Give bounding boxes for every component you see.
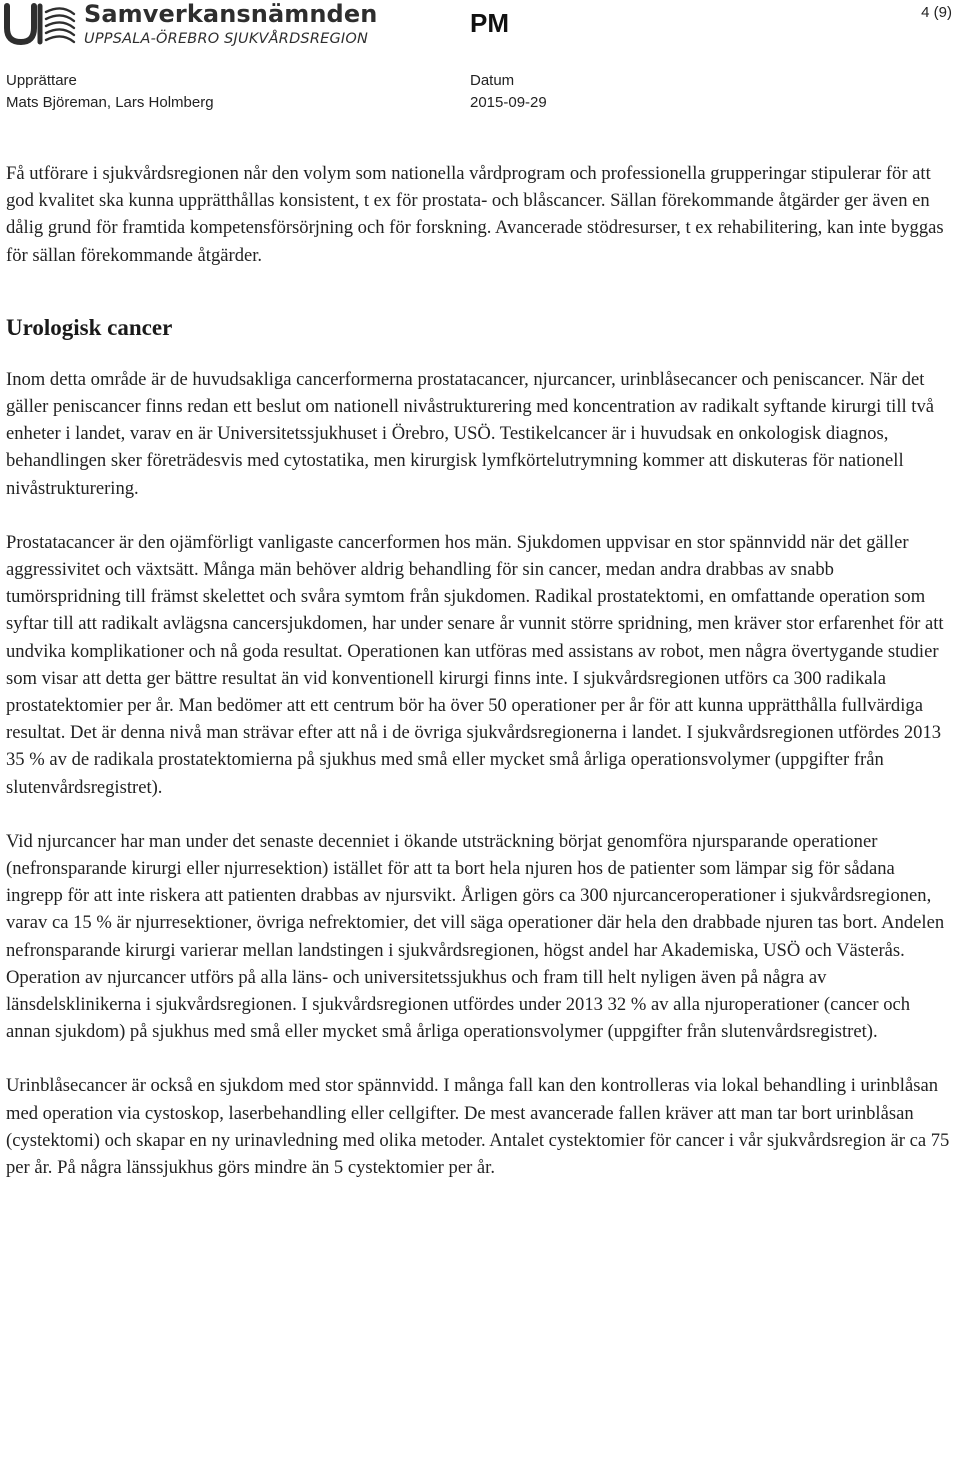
intro-paragraph: Få utförare i sjukvårdsregionen når den volym som nationella vårdprogram och professionella grupperingar stipulerar för att god kvalitet ska kunna upprätthållas konsistent, t ex för prostata- och blåscancer. Sällan förekommande åtgärder ger även en dålig grund för framtida kompetensförsörjning och för forskning. Avancerade stödresurser, t ex rehabilitering, kan inte byggas för sällan förekommande åtgärder. (6, 163, 944, 266)
section-heading: Urologisk cancer (6, 314, 173, 340)
date-label: Datum (470, 72, 515, 89)
page-header (0, 0, 960, 115)
organization-subtitle: UPPSALA-ÖREBRO SJUKVÅRDSREGION (84, 31, 369, 47)
body-paragraph: Vid njurcancer har man under det senaste decenniet i ökande utsträckning börjat genomföra njursparande operationer (nefronsparande kirurgi eller njurresektion) istället för att ta bort hela njuren hos de patienter som lämpar sig för sådana ingrepp för att inte riskera att patienten drabbas av njursvikt. Årligen görs ca 300 njurcanceroperationer i sjukvårdsregionen, varav ca 15 % är njurresektioner, övriga nefrektomier, det vill säga operationer där hela den drabbade njuren tas bort. Andelen nefronsparande kirurgi varierar mellan landstingen i sjukvårdsregionen, högst andel har Akademiska, USÖ och Västerås. Operation av njurcancer utförs på alla läns- och universitetssjukhus och fram till helt nyligen även på några av länsdelsklinikerna i sjukvårdsregionen. I sjukvårdsregionen utfördes under 2013 32 % av alla njuroperationer (cancer och annan sjukdom) på sjukhus med små eller mycket små årliga operationsvolymer (uppgifter från slutenvårdsregistret). (6, 830, 945, 1043)
document-type: PM (470, 8, 509, 38)
author-label: Upprättare (6, 72, 77, 89)
organization-name: Samverkansnämnden (84, 0, 378, 28)
samverkansnamnden-logo-icon (4, 2, 78, 46)
page-number: 4 (9) (921, 4, 952, 21)
document-body (6, 160, 950, 1181)
body-paragraph: Urinblåsecancer är också en sjukdom med stor spännvidd. I många fall kan den kontrolleras via lokal behandling i urinblåsan med operation via cystoskop, laserbehandling eller cellgifter. De mest avancerade fallen kräver att man tar bort urinblåsan (cystektomi) och skapar en ny urinavledning med olika metoder. Antalet cystektomier för cancer i vår sjukvårdsregion är ca 75 per år. På några länssjukhus görs mindre än 5 cystektomier per år. (6, 1075, 950, 1179)
author-value: Mats Björeman, Lars Holmberg (6, 94, 214, 111)
body-paragraph: Inom detta område är de huvudsakliga cancerformerna prostatacancer, njurcancer, urinblåsecancer och peniscancer. När det gäller peniscancer finns redan ett beslut om nationell nivåstrukturering med koncentration av radikalt syftande kirurgi till två enheter i landet, varav en är Universitetssjukhuset i Örebro, USÖ. Testikelcancer är i huvudsak en onkologisk diagnos, behandlingen sker företrädesvis med cytostatika, men kirurgisk lymfkörtelutrymning kommer att diskuteras för nationell nivåstrukturering. (6, 368, 935, 499)
date-value: 2015-09-29 (470, 94, 547, 111)
body-paragraph: Prostatacancer är den ojämförligt vanligaste cancerformen hos män. Sjukdomen uppvisar en stor spännvidd när det gäller aggressivitet och växtsätt. Många män behöver aldrig behandling för sin cancer, medan andra drabbas av snabb tumörspridning till främst skelettet och svåra symtom från sjukdomen. Radikal prostatektomi, en omfattande operation som syftar till att radikalt avlägsna cancersjukdomen, har under senare år vunnit större spridning, men kräver stor erfarenhet för att undvika komplikationer och nå goda resultat. Operationen kan utföras med assistans av robot, men några övertygande studier som visar att detta ger bättre resultat än vid konventionell kirurgi finns inte. I sjukvårdsregionen utförs ca 300 radikala prostatektomier per år. Man bedömer att ett centrum bör ha över 50 operationer per år för att kunna upprätthålla fullvärdiga resultat. Det är denna nivå man strävar efter att nå i de övriga sjukvårdsregionerna i landet. I sjukvårdsregionen utfördes 2013 35 % av de radikala prostatektomierna på sjukhus med små eller mycket små årliga operationsvolymer (uppgifter från slutenvårdsregistret). (6, 531, 944, 798)
